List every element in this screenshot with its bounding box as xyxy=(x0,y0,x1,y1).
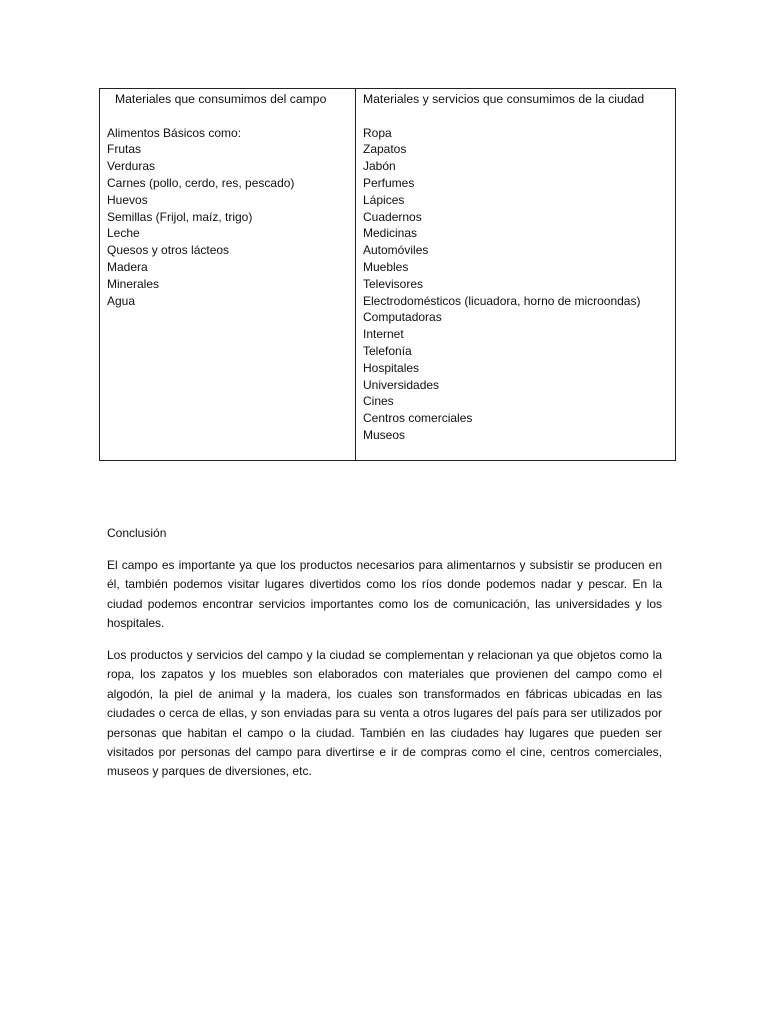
ciudad-list-item: Telefonía xyxy=(363,343,412,358)
campo-list-item: Madera xyxy=(107,259,148,274)
comparison-table xyxy=(99,88,676,461)
ciudad-column xyxy=(356,89,675,460)
campo-list-item: Huevos xyxy=(107,192,148,207)
ciudad-list-item: Universidades xyxy=(363,377,440,392)
campo-list-item: Minerales xyxy=(107,276,160,291)
ciudad-list-item: Electrodomésticos (licuadora, horno de microondas) xyxy=(363,293,641,308)
ciudad-list-item: Jabón xyxy=(363,159,396,174)
ciudad-list-item: Cuadernos xyxy=(363,209,422,224)
campo-list-item: Carnes (pollo, cerdo, res, pescado) xyxy=(107,175,295,190)
spacer xyxy=(107,108,348,125)
ciudad-list-item: Medicinas xyxy=(363,226,418,241)
campo-list-item: Agua xyxy=(107,293,136,308)
campo-list xyxy=(107,141,348,309)
campo-list-item: Quesos y otros lácteos xyxy=(107,243,230,258)
campo-list-item: Frutas xyxy=(107,142,142,157)
ciudad-column-header: Materiales y servicios que consumimos de la ciudad xyxy=(363,92,645,106)
campo-list-item: Verduras xyxy=(107,159,156,174)
conclusion-title: Conclusión xyxy=(107,526,167,540)
ciudad-list-item: Lápices xyxy=(363,192,405,207)
ciudad-list-item: Perfumes xyxy=(363,175,415,190)
campo-column xyxy=(100,89,356,460)
ciudad-list-item: Internet xyxy=(363,327,404,342)
ciudad-list-item: Zapatos xyxy=(363,142,407,157)
ciudad-list xyxy=(363,125,668,444)
conclusion-paragraph: Los productos y servicios del campo y la ciudad se complementan y relacionan ya que objetos como la ropa, los zapatos y los muebles son elaborados con materiales que provienen del campo como el algodón, la piel de animal y la madera, los cuales son transformados en fábricas ubicadas en las ciudades o cerca de ellas, y son enviadas para su venta a otros lugares del país para ser utilizados por personas que habitan el campo o la ciudad. También en las ciudades hay lugares que pueden ser visitados por personas del campo para divertirse e ir de compras como el cine, centros comerciales, museos y parques de diversiones, etc. xyxy=(107,648,662,779)
ciudad-list-item: Hospitales xyxy=(363,360,420,375)
ciudad-list-item: Computadoras xyxy=(363,310,442,325)
ciudad-list-item: Ropa xyxy=(363,125,392,140)
spacer xyxy=(363,108,668,125)
campo-intro: Alimentos Básicos como: xyxy=(107,125,242,140)
ciudad-list-item: Museos xyxy=(363,427,406,442)
conclusion-paragraph: El campo es importante ya que los productos necesarios para alimentarnos y subsistir se producen en él, también podemos visitar lugares divertidos como los ríos donde podemos nadar y pescar. En la ciudad podemos encontrar servicios importantes como los de comunicación, las universidades y los hospitales. xyxy=(107,558,662,631)
ciudad-list-item: Cines xyxy=(363,394,394,409)
ciudad-list-item: Automóviles xyxy=(363,243,429,258)
campo-list-item: Semillas (Frijol, maíz, trigo) xyxy=(107,209,253,224)
campo-list-item: Leche xyxy=(107,226,140,241)
ciudad-list-item: Muebles xyxy=(363,259,409,274)
ciudad-list-item: Centros comerciales xyxy=(363,411,473,426)
campo-column-header: Materiales que consumimos del campo xyxy=(115,92,327,106)
ciudad-list-item: Televisores xyxy=(363,276,424,291)
